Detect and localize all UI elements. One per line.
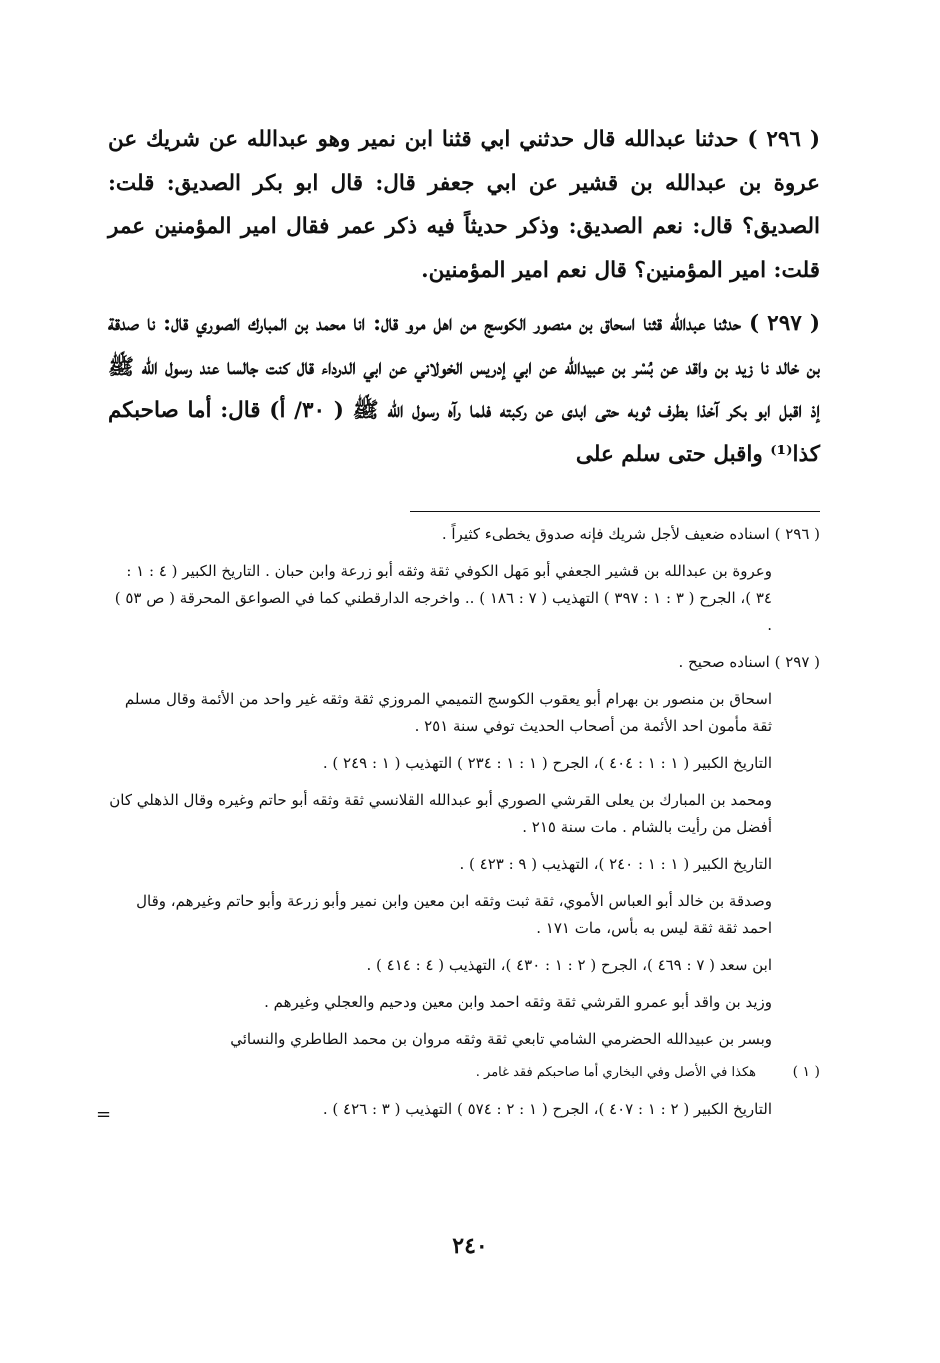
note-296-heading: ( ٢٩٦ ) اسناده ضعيف لأجل شريك فإنه صدوق يخطىء كثيراً . xyxy=(441,525,820,543)
note-297-busr-refs: التاريخ الكبير ( ٢ : ١ : ٤٠٧ )، الجرح ( ١ : ٢ : ٥٧٤ ) التهذيب ( ٣ : ٤٢٦ ) . xyxy=(322,1100,772,1118)
footnote-1-text: هكذا في الأصل وفي البخاري أما صاحبكم فقد غامر . xyxy=(475,1065,756,1080)
continuation-mark: = xyxy=(96,1104,112,1125)
note-297-ishaq: اسحاق بن منصور بن بهرام أبو يعقوب الكوسج التميمي المروزي ثقة وثقه غير واحد من الأئمة وقال مسلم ثقة مأمون احد الأئمة من أصحاب الحديث توفي سنة ٢٥١ . xyxy=(124,690,772,735)
footnotes xyxy=(108,521,820,1133)
note-297-heading: ( ٢٩٧ ) اسناده صحيح . xyxy=(678,653,820,671)
footnote-separator xyxy=(410,511,820,512)
note-297-sadaqa-refs: ابن سعد ( ٧ : ٤٦٩ )، الجرح ( ٢ : ١ : ٤٣٠ )، التهذيب ( ٤ : ٤١٤ ) . xyxy=(366,956,772,974)
note-297-zayd: وزيد بن واقد أبو عمرو القرشي ثقة وثقه احمد وابن معين ودحيم والعجلي وغيرهم . xyxy=(264,993,772,1011)
page-number: ٢٤٠ xyxy=(452,1233,488,1259)
hadith-296: ( ٢٩٦ ) حدثنا عبدالله قال حدثني ابي قثنا ابن نمير وهو عبدالله عن شريك عن عروة بن عبدالله بن قشير عن ابي جعفر قال: قال ابو بكر الصديق: قلت: الصديق؟ قال: نعم الصديق: وذكر حديثاً فيه ذكر عمر فقال امير المؤمنين عمر قلت: امير المؤمنين؟ قال نعم امير المؤمنين. xyxy=(108,127,820,283)
note-297-busr: وبسر بن عبيدالله الحضرمي الشامي تابعي ثقة وثقه مروان بن محمد الطاطري والنسائي xyxy=(230,1030,772,1048)
main-text xyxy=(108,118,820,476)
note-297-muhammad-refs: التاريخ الكبير ( ١ : ١ : ٢٤٠ )، التهذيب ( ٩ : ٤٢٣ ) . xyxy=(459,855,772,873)
footnote-1 xyxy=(108,1059,820,1086)
footnote-1-number: ( ١ ) xyxy=(792,1064,820,1080)
note-297-muhammad: ومحمد بن المبارك بن يعلى القرشي الصوري أبو عبدالله القلانسي ثقة وثقه أبو حاتم وغيره وقال الذهلي كان أفضل من رأيت بالشام . مات سنة ٢١٥ . xyxy=(109,791,772,836)
note-296-body: وعروة بن عبدالله بن قشير الجعفي أبو مَهل الكوفي ثقة وثقه أبو زرعة وابن حبان . التاريخ الكبير ( ٤ : ١ : ٣٤ )، الجرح ( ٣ : ١ : ٣٩٧ ) التهذيب ( ٧ : ١٨٦ ) .. واخرجه الدارقطني كما في الصواعق المحرقة ( ص ٥٣ ) . xyxy=(114,562,772,634)
note-297-sadaqa: وصدقة بن خالد أبو العباس الأموي، ثقة ثبت وثقه ابن معين وابن نمير وأبو زرعة وأبو حاتم وغيرهم، وقال احمد ثقة ثقة ليس به بأس، مات ١٧١ . xyxy=(136,892,772,937)
note-297-ishaq-refs: التاريخ الكبير ( ١ : ١ : ٤٠٤ )، الجرح ( ١ : ١ : ٢٣٤ ) التهذيب ( ١ : ٢٤٩ ) . xyxy=(322,754,772,772)
hadith-297: ( ٢٩٧ ) حدثنا عبدالله قثنا اسحاق بن منصور الكوسج من اهل مرو قال: انا محمد بن المبارك الصوري قال: نا صدقة بن خالد نا زيد بن واقد عن بُسْر بن عبيدالله عن ابي إدريس الخولاني عن ابي الدرداء قال كنت جالسا عند رسول الله ﷺ إذ اقبل ابو بكر آخذا بطرف ثوبه حتى ابدى عن ركبته فلما رآه رسول الله ﷺ ( ٣٠/ أ) قال: أما صاحبكم كذا⁽¹⁾ واقبل حتى سلم على xyxy=(108,311,820,467)
